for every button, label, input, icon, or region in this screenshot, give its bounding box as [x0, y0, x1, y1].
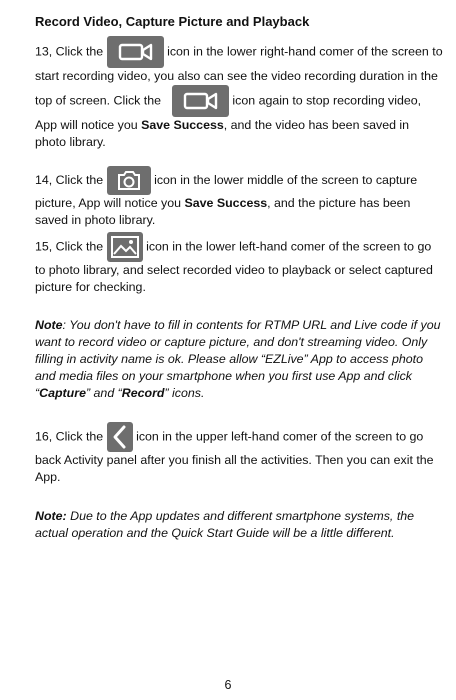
note-2	[35, 508, 443, 542]
step-16-text-a: 16, Click the	[35, 429, 104, 444]
page-number: 6	[224, 678, 232, 692]
note-1-text-2: ” and “	[85, 386, 122, 400]
step-16	[35, 422, 443, 486]
step-14-text-c: , and the picture has been saved in photo library.	[35, 196, 411, 227]
note-1	[35, 317, 443, 402]
save-success-label: Save Success	[184, 196, 268, 210]
step-13-text-c: icon again to stop recording video, App will notice you	[35, 93, 422, 132]
video-camera-icon	[172, 85, 229, 117]
step-15-text-a: 15, Click the	[35, 239, 104, 254]
save-success-label: Save Success	[141, 118, 224, 132]
step-13-text-d: , and the video has been saved in photo library.	[35, 118, 410, 149]
note-2-text: Due to the App updates and different smartphone systems, the actual operation and the Quick Start Guide will be a little different.	[35, 509, 415, 540]
note-1-text-3: ” icons.	[164, 386, 205, 400]
back-chevron-icon	[107, 422, 133, 452]
step-16-text-b: icon in the upper left-hand comer of the screen to go back Activity panel after you finish all the activities. Then you can exit the App.	[35, 429, 434, 484]
gallery-icon	[107, 232, 143, 262]
step-14-text-b: icon in the lower middle of the screen to capture picture, App will notice you	[35, 172, 418, 210]
video-camera-icon	[107, 36, 164, 68]
photo-camera-icon	[107, 166, 151, 195]
step-13-text-b: icon in the lower right-hand comer of the screen to start recording video, you also can see the video recording duration in the top of screen. Click the	[35, 44, 443, 108]
note-label: Note:	[35, 509, 67, 523]
step-13	[35, 36, 443, 151]
note-1-text-1: : You don't have to fill in contents for RTMP URL and Live code if you want to record video or capture picture, and don't streaming video. Only filling in activity name is ok. Please allow “EZLive” App to access photo and media files on your smartphone when you first use App and click “	[35, 318, 441, 400]
note-label: Note	[35, 318, 63, 332]
section-title: Record Video, Capture Picture and Playback	[35, 14, 310, 29]
step-14-text-a: 14, Click the	[35, 172, 104, 187]
step-15	[35, 232, 443, 296]
step-15-text-b: icon in the lower left-hand comer of the screen to go to photo library, and select recorded video to playback or select captured picture for checking.	[35, 239, 433, 294]
step-13-text-a: 13, Click the	[35, 44, 104, 59]
record-label: Record	[121, 386, 165, 400]
step-14	[35, 166, 443, 229]
capture-label: Capture	[39, 386, 86, 400]
